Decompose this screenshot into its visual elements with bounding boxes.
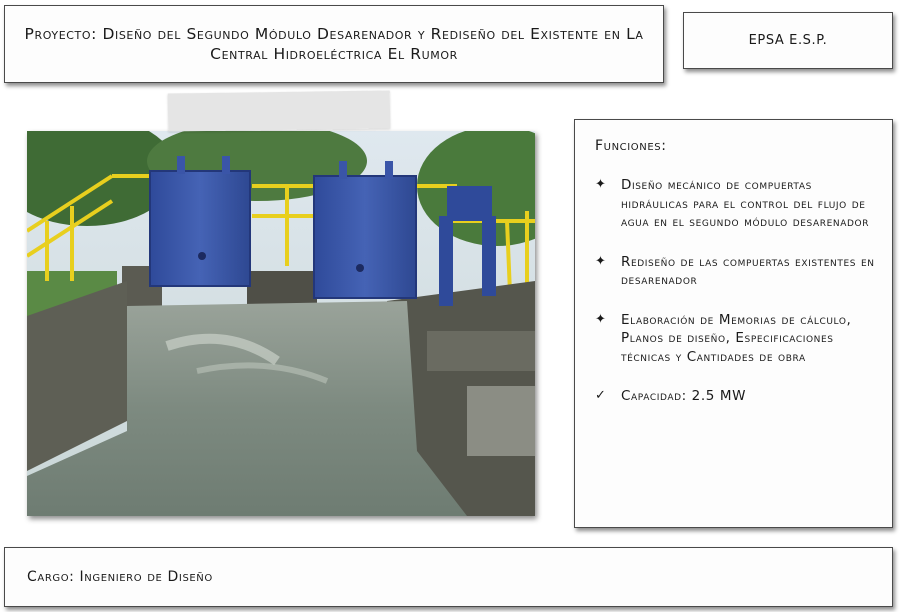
function-text: Diseño mecánico de compuertas hidráulicas para el control del flujo de agua en el segundo módulo desarenador — [621, 177, 870, 230]
role-box — [4, 547, 893, 607]
function-text: Rediseño de las compuertas existentes en desarenador — [621, 253, 875, 288]
tape-decoration — [168, 90, 391, 131]
function-text: Elaboración de Memorias de cálculo, Planos de diseño, Especificaciones técnicas y Cantidades de obra — [621, 311, 852, 365]
company-box — [683, 12, 893, 69]
company-name: EPSA E.S.P. — [748, 33, 828, 48]
project-title-box — [4, 5, 664, 83]
functions-box — [574, 119, 893, 528]
check-icon: ✓ — [595, 388, 606, 403]
function-item — [595, 311, 878, 367]
function-item — [595, 387, 878, 406]
function-item — [595, 176, 878, 232]
project-title: Proyecto: Diseño del Segundo Módulo Desarenador y Rediseño del Existente en La Central Hidroeléctrica El Rumor — [24, 25, 644, 63]
function-item — [595, 253, 878, 290]
function-text: Capacidad: 2.5 MW — [621, 388, 747, 404]
role-text: Cargo: Ingeniero de Diseño — [27, 569, 213, 585]
project-photo — [27, 131, 535, 516]
star-icon: ✦ — [595, 177, 606, 192]
star-icon: ✦ — [595, 253, 606, 269]
star-icon: ✦ — [595, 311, 606, 327]
functions-title: Funciones: — [595, 138, 667, 154]
